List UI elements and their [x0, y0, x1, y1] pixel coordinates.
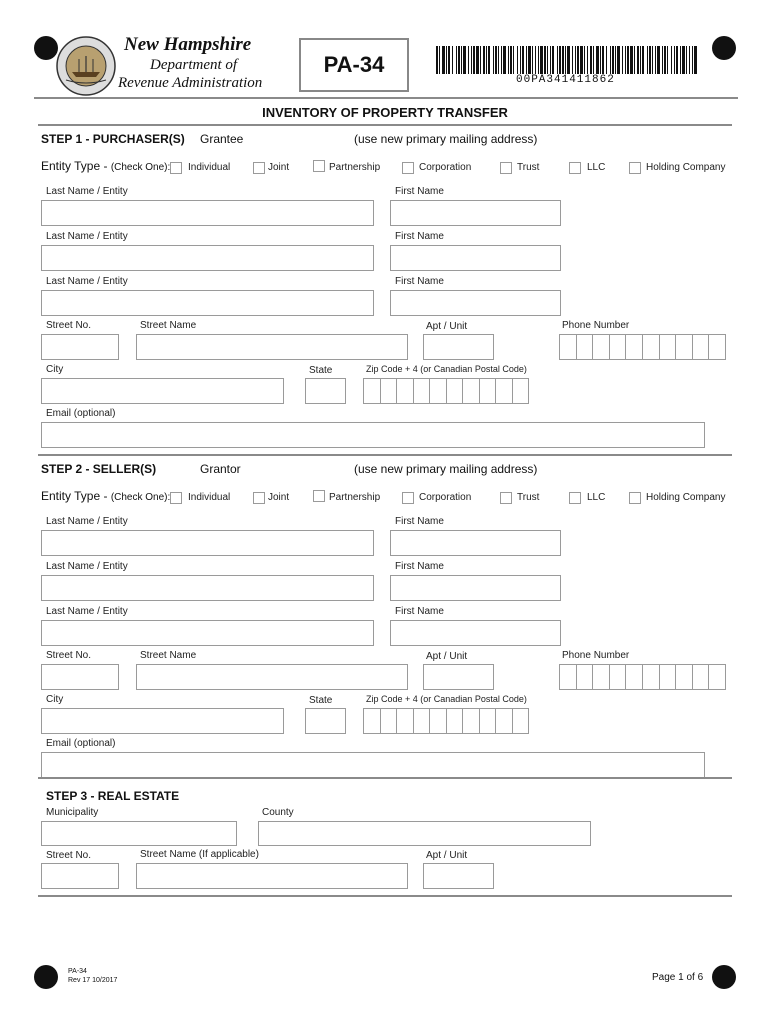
barcode-bar [452, 46, 453, 74]
barcode-bar [565, 46, 566, 74]
step2-first-name-input[interactable] [390, 575, 561, 601]
step2-checkbox-label-individual: Individual [188, 492, 231, 503]
barcode-bar [575, 46, 576, 74]
step3-divider [38, 777, 732, 779]
barcode-bar [488, 46, 490, 74]
step1-phone-label: Phone Number [562, 320, 630, 331]
step2-phone-input-cell[interactable] [577, 665, 594, 689]
step1-checkbox-joint[interactable] [253, 162, 265, 174]
step2-last-name-input[interactable] [41, 530, 374, 556]
barcode-bar [622, 46, 623, 74]
step2-zip-input-cell[interactable] [430, 709, 447, 733]
step1-zip-input-cell[interactable] [447, 379, 464, 403]
step1-checkbox-label-joint: Joint [268, 162, 290, 173]
step1-mailing-note: (use new primary mailing address) [354, 132, 538, 146]
barcode-bar [642, 46, 644, 74]
barcode-bar [517, 46, 518, 74]
step1-last-name-input[interactable] [41, 200, 374, 226]
barcode-bar [580, 46, 583, 74]
step1-zip-input-cell[interactable] [496, 379, 513, 403]
step2-checkbox-trust[interactable] [500, 492, 512, 504]
step1-apt-input[interactable] [423, 334, 494, 360]
step1-bottom-divider [38, 454, 732, 456]
step2-checkbox-holding-company[interactable] [629, 492, 641, 504]
barcode-bar [480, 46, 481, 74]
step1-checkbox-label-partnership: Partnership [329, 162, 381, 173]
registration-mark [712, 965, 736, 989]
step2-last-name-input[interactable] [41, 620, 374, 646]
step1-first-name-label: First Name [395, 186, 444, 197]
step2-zip-label: Zip Code + 4 (or Canadian Postal Code) [366, 694, 527, 704]
barcode-bar [600, 46, 601, 74]
step3-title: STEP 3 - REAL ESTATE [46, 789, 180, 803]
step1-state-input[interactable] [305, 378, 346, 404]
barcode-bar [572, 46, 573, 74]
step2-checkbox-label-joint: Joint [268, 492, 290, 503]
barcode-bar [473, 46, 475, 74]
step1-checkbox-holding-company[interactable] [629, 162, 641, 174]
step3-street-no-input[interactable] [41, 863, 119, 889]
step2-checkbox-partnership[interactable] [313, 490, 325, 502]
barcode-bar [559, 46, 561, 74]
barcode-bar [439, 46, 440, 74]
barcode-bar [562, 46, 564, 74]
barcode-bar [483, 46, 485, 74]
step1-last-name-input[interactable] [41, 290, 374, 316]
barcode-bar [674, 46, 675, 74]
step1-phone-input-cell[interactable] [660, 335, 677, 359]
step1-zip-input-cell[interactable] [364, 379, 381, 403]
barcode-bar [682, 46, 685, 74]
step2-street-name-label: Street Name [140, 650, 197, 661]
barcode-bar [510, 46, 512, 74]
step2-zip-input-cell[interactable] [463, 709, 480, 733]
step1-checkbox-label-trust: Trust [517, 162, 540, 173]
step3-apt-input[interactable] [423, 863, 494, 889]
step2-mailing-note: (use new primary mailing address) [354, 462, 538, 476]
barcode-bar [694, 46, 697, 74]
step2-apt-label: Apt / Unit [426, 651, 468, 662]
barcode-bar [535, 46, 536, 74]
barcode-bar [686, 46, 687, 74]
step1-checkbox-individual[interactable] [170, 162, 182, 174]
barcode-bar [526, 46, 527, 74]
step2-zip-input-cell[interactable] [381, 709, 398, 733]
barcode-bar [593, 46, 594, 74]
step2-apt-input[interactable] [423, 664, 494, 690]
step1-checkbox-label-corporation: Corporation [419, 162, 472, 173]
barcode-bar [503, 46, 506, 74]
step2-phone-input-cell[interactable] [709, 665, 725, 689]
step1-street-name-input[interactable] [136, 334, 408, 360]
barcode-bar [567, 46, 570, 74]
barcode-bar [547, 46, 548, 74]
step3-street-name-label: Street Name (If applicable) [140, 849, 259, 860]
step1-zip-input-cell[interactable] [480, 379, 497, 403]
step2-checkbox-individual[interactable] [170, 492, 182, 504]
state-name: New Hampshire [124, 34, 252, 55]
barcode-bar [520, 46, 521, 74]
header-divider [34, 97, 738, 99]
barcode-bar [498, 46, 499, 74]
footer-revision: Rev 17 10/2017 [68, 977, 118, 984]
barcode-bar [634, 46, 635, 74]
step2-entity-type-label [41, 489, 170, 503]
barcode-bar [590, 46, 592, 74]
step2-checkbox-corporation[interactable] [402, 492, 414, 504]
step2-first-name-label: First Name [395, 606, 444, 617]
barcode-bar [664, 46, 666, 74]
step1-phone-input-cell[interactable] [626, 335, 643, 359]
barcode-bar [655, 46, 656, 74]
barcode-bar [610, 46, 611, 74]
step2-zip-input-cell[interactable] [364, 709, 381, 733]
barcode-bar [544, 46, 546, 74]
step1-street-no-input[interactable] [41, 334, 119, 360]
step2-phone-input-cell[interactable] [560, 665, 577, 689]
step2-checkbox-label-partnership: Partnership [329, 492, 381, 503]
barcode-bar [458, 46, 460, 74]
step2-zip-input-cell[interactable] [397, 709, 414, 733]
barcode-bar [463, 46, 466, 74]
municipality-label: Municipality [46, 807, 99, 818]
step1-phone-input-cell[interactable] [577, 335, 594, 359]
barcode-bar [612, 46, 614, 74]
step1-last-name-label: Last Name / Entity [46, 276, 128, 287]
barcode-bar [501, 46, 502, 74]
step1-checkbox-label-individual: Individual [188, 162, 231, 173]
step2-last-name-input[interactable] [41, 575, 374, 601]
county-input[interactable] [258, 821, 591, 846]
barcode-bar [550, 46, 551, 74]
step1-first-name-input[interactable] [390, 245, 561, 271]
step2-first-name-label: First Name [395, 516, 444, 527]
step2-first-name-input[interactable] [390, 530, 561, 556]
step2-phone-input-cell[interactable] [593, 665, 610, 689]
step2-role: Grantor [200, 462, 241, 476]
step1-apt-label: Apt / Unit [426, 321, 468, 332]
page-number: Page 1 of 6 [652, 972, 704, 983]
barcode-bar [630, 46, 633, 74]
step1-phone-input-cell[interactable] [693, 335, 710, 359]
barcode-bar [468, 46, 469, 74]
step2-state-label: State [309, 695, 333, 706]
barcode-bar [448, 46, 450, 74]
step2-street-name-input[interactable] [136, 664, 408, 690]
step1-last-name-label: Last Name / Entity [46, 186, 128, 197]
barcode-bar [640, 46, 641, 74]
step2-title: STEP 2 - SELLER(S) [41, 462, 157, 476]
step1-zip-input-cell[interactable] [430, 379, 447, 403]
barcode-bar [456, 46, 457, 74]
barcode-bar [508, 46, 509, 74]
department-line-2: Revenue Administration [118, 75, 263, 91]
barcode-bar [692, 46, 693, 74]
barcode-bar [552, 46, 554, 74]
step1-phone-input-cell[interactable] [643, 335, 660, 359]
barcode-bar [493, 46, 494, 74]
step1-first-name-label: First Name [395, 231, 444, 242]
registration-mark [34, 36, 58, 60]
form-id: PA-34 [323, 52, 385, 77]
barcode-bar [637, 46, 639, 74]
step2-checkbox-label-trust: Trust [517, 492, 540, 503]
barcode-bar [486, 46, 487, 74]
step1-city-input[interactable] [41, 378, 284, 404]
step2-phone-input-cell[interactable] [626, 665, 643, 689]
step1-zip-input-cell[interactable] [513, 379, 529, 403]
step2-zip-input[interactable] [363, 708, 529, 734]
barcode-bar [532, 46, 533, 74]
step2-email-label: Email (optional) [46, 738, 116, 749]
step1-role: Grantee [200, 132, 244, 146]
municipality-input[interactable] [41, 821, 237, 846]
barcode-bar [647, 46, 648, 74]
barcode-bar [617, 46, 620, 74]
step2-first-name-label: First Name [395, 561, 444, 572]
barcode-bar [615, 46, 616, 74]
step1-zip-input[interactable] [363, 378, 529, 404]
county-label: County [262, 807, 294, 818]
step1-first-name-input[interactable] [390, 200, 561, 226]
barcode-bar [528, 46, 531, 74]
barcode-bar [436, 46, 438, 74]
barcode-bar [662, 46, 663, 74]
barcode-bar [577, 46, 579, 74]
footer-form-code: PA-34 [68, 968, 87, 975]
step1-last-name-label: Last Name / Entity [46, 231, 128, 242]
state-seal-icon [56, 36, 116, 96]
barcode-bar [442, 46, 445, 74]
barcode-bar [446, 46, 447, 74]
barcode-bar [513, 46, 514, 74]
step1-title: STEP 1 - PURCHASER(S) [41, 132, 185, 146]
step2-zip-input-cell[interactable] [496, 709, 513, 733]
step2-checkbox-label-corporation: Corporation [419, 492, 472, 503]
step1-checkbox-label-holding-company: Holding Company [646, 162, 726, 173]
barcode [436, 46, 698, 92]
barcode-bar [557, 46, 558, 74]
barcode-bar [680, 46, 681, 74]
step1-phone-input-cell[interactable] [593, 335, 610, 359]
step2-state-input[interactable] [305, 708, 346, 734]
barcode-bar [676, 46, 678, 74]
step1-checkbox-partnership[interactable] [313, 160, 325, 172]
step1-entity-check-text: (Check One): [110, 162, 171, 173]
barcode-bar [602, 46, 604, 74]
step1-phone-input-cell[interactable] [610, 335, 627, 359]
step1-entity-type-label [41, 159, 170, 173]
step1-zip-input-cell[interactable] [463, 379, 480, 403]
step2-checkbox-llc[interactable] [569, 492, 581, 504]
step2-checkbox-label-holding-company: Holding Company [646, 492, 726, 503]
barcode-bar [495, 46, 497, 74]
barcode-bar [652, 46, 653, 74]
step1-phone-input-cell[interactable] [676, 335, 693, 359]
step1-state-label: State [309, 365, 333, 376]
barcode-bar [689, 46, 690, 74]
title-divider [38, 124, 732, 126]
step2-phone-input-cell[interactable] [643, 665, 660, 689]
registration-mark [34, 965, 58, 989]
step2-city-input[interactable] [41, 708, 284, 734]
step2-phone-label: Phone Number [562, 650, 630, 661]
barcode-bar [625, 46, 626, 74]
barcode-bar [649, 46, 651, 74]
barcode-bar [584, 46, 585, 74]
step2-phone-input-cell[interactable] [693, 665, 710, 689]
step1-zip-input-cell[interactable] [414, 379, 431, 403]
step2-phone-input-cell[interactable] [610, 665, 627, 689]
barcode-bar [627, 46, 629, 74]
step1-first-name-input[interactable] [390, 290, 561, 316]
barcode-bar [461, 46, 462, 74]
barcode-bar [596, 46, 599, 74]
step2-checkbox-label-llc: LLC [587, 492, 606, 503]
step2-street-no-label: Street No. [46, 650, 92, 661]
step2-last-name-label: Last Name / Entity [46, 606, 128, 617]
step1-street-no-label: Street No. [46, 320, 92, 331]
barcode-bar [540, 46, 543, 74]
step1-email-label: Email (optional) [46, 408, 116, 419]
step2-entity-type-text: Entity Type - [41, 489, 111, 503]
barcode-bar [671, 46, 672, 74]
step1-zip-input-cell[interactable] [381, 379, 398, 403]
step2-zip-input-cell[interactable] [480, 709, 497, 733]
step1-checkbox-label-llc: LLC [587, 162, 606, 173]
barcode-number: 00PA341411862 [516, 74, 615, 86]
step2-last-name-label: Last Name / Entity [46, 561, 128, 572]
step1-zip-label: Zip Code + 4 (or Canadian Postal Code) [366, 364, 527, 374]
form-id-box [299, 38, 409, 92]
department-line-1: Department of [150, 57, 238, 73]
step1-zip-input-cell[interactable] [397, 379, 414, 403]
step1-street-name-label: Street Name [140, 320, 197, 331]
step2-street-no-input[interactable] [41, 664, 119, 690]
barcode-bar [667, 46, 668, 74]
barcode-bar [587, 46, 588, 74]
step2-email-input[interactable] [41, 752, 705, 778]
step1-entity-type-text: Entity Type - [41, 159, 111, 173]
step1-first-name-label: First Name [395, 276, 444, 287]
barcode-bar [476, 46, 479, 74]
step1-phone-input[interactable] [559, 334, 726, 360]
step2-last-name-label: Last Name / Entity [46, 516, 128, 527]
step3-street-name-input[interactable] [136, 863, 408, 889]
step2-zip-input-cell[interactable] [447, 709, 464, 733]
step1-phone-input-cell[interactable] [560, 335, 577, 359]
step1-phone-input-cell[interactable] [709, 335, 725, 359]
step2-phone-input-cell[interactable] [676, 665, 693, 689]
step2-checkbox-joint[interactable] [253, 492, 265, 504]
barcode-bar [657, 46, 660, 74]
step2-entity-check-text: (Check One): [110, 492, 171, 503]
barcode-bar [538, 46, 539, 74]
step3-street-no-label: Street No. [46, 850, 92, 861]
form-title: INVENTORY OF PROPERTY TRANSFER [262, 105, 508, 120]
step1-checkbox-trust[interactable] [500, 162, 512, 174]
step2-first-name-input[interactable] [390, 620, 561, 646]
step3-apt-label: Apt / Unit [426, 850, 468, 861]
barcode-bar [471, 46, 472, 74]
registration-mark [712, 36, 736, 60]
step2-city-label: City [46, 694, 64, 705]
step1-city-label: City [46, 364, 64, 375]
step1-checkbox-llc[interactable] [569, 162, 581, 174]
barcode-bar [522, 46, 524, 74]
step3-bottom-divider [38, 895, 732, 897]
step2-phone-input-cell[interactable] [660, 665, 677, 689]
step2-zip-input-cell[interactable] [414, 709, 431, 733]
step1-last-name-input[interactable] [41, 245, 374, 271]
barcode-bar [606, 46, 607, 74]
step1-email-input[interactable] [41, 422, 705, 448]
step2-zip-input-cell[interactable] [513, 709, 529, 733]
step2-phone-input[interactable] [559, 664, 726, 690]
step1-checkbox-corporation[interactable] [402, 162, 414, 174]
